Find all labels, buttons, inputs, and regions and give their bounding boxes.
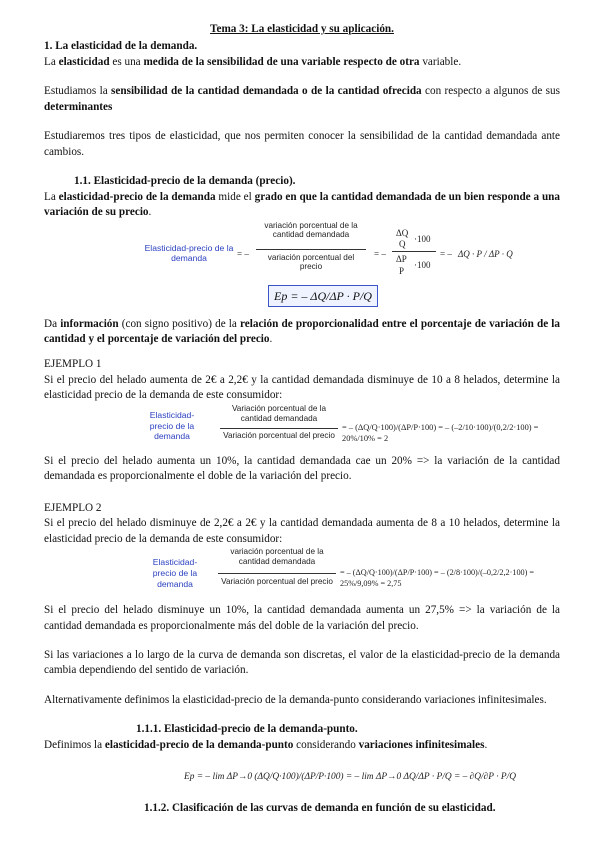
example-2-heading: EJEMPLO 2 [44, 501, 102, 514]
formula-boxed-ep: Ep = – ΔQ/ΔP · P/Q [268, 285, 378, 308]
formula-equals-neg: = – [237, 248, 249, 259]
formula-label: Elasticidad-precio de la demanda [144, 242, 234, 264]
example-2-label: Elasticidad-precio de la demanda [152, 557, 198, 589]
point-elasticity-definition: Definimos la elasticidad-precio de la demanda-punto considerando variaciones infinitesimales. [44, 738, 488, 751]
example-2-formula [44, 547, 560, 603]
formula-dp: ΔP [396, 253, 407, 264]
formula-p: P [399, 265, 405, 276]
section-heading-1: 1. La elasticidad de la demanda. [44, 40, 198, 53]
section-heading-1-1-1: 1.1.1. Elasticidad-precio de la demanda-punto. [136, 723, 358, 736]
formula-q: Q [399, 238, 406, 249]
example-2-numerator-text: variación porcentual de la cantidad demandada [230, 547, 324, 566]
discrete-variation-paragraph: Si las variaciones a lo largo de la curva de demanda son discretas, el valor de la elasticidad-precio de la demanda cambia dependiendo del sentido de variación. [44, 648, 560, 677]
info-paragraph: Da información (con signo positivo) de la relación de proporcionalidad entre el porcentaje de variación de la cantidad y el porcentaje de variación del precio. [44, 317, 561, 345]
example-1-label: Elasticidad-precio de la demanda [149, 409, 195, 442]
formula-x100-a: ·100 [414, 233, 431, 244]
formula-equals-2: = – [440, 248, 452, 259]
formula-rhs: ΔQ · P / ΔP · Q [458, 248, 513, 259]
formula-numerator-text: variación porcentual de la cantidad demandada [264, 220, 358, 240]
example-2-result: Si el precio del helado disminuye un 10%, la cantidad demandada aumenta un 27,5% => la variación de la cantidad demandada es proporcionalmente más del doble de la variación del precio. [44, 604, 560, 632]
intro-paragraph-2: Estudiamos la sensibilidad de la cantidad demandada o de la cantidad ofrecida con respecto a algunos de sus determinantes [44, 85, 560, 113]
example-1-calc: = – (ΔQ/Q·100)/(ΔP/P·100) = – (–2/10·100)/(0,2/2·100) = 20%/10% = 2 [342, 422, 539, 444]
document-page [44, 22, 560, 817]
example-1-numerator-text: Variación porcentual de la cantidad demandada [231, 403, 327, 423]
point-elasticity-expression: Ep = – lim ΔP→0 (ΔQ/Q·100)/(ΔP/P·100) = – lim ΔP→0 ΔQ/ΔP · P/Q = – ∂Q/∂P · P/Q [184, 772, 516, 783]
example-2-denominator-text: Variación porcentual del precio [221, 577, 333, 587]
formula-elasticity-definition [44, 221, 560, 317]
example-1-heading: EJEMPLO 1 [44, 358, 102, 371]
formula-denominator-text: variación porcentual del precio [267, 252, 355, 272]
example-1-result: Si el precio del helado aumenta un 10%, la cantidad demandada cae un 20% => la variación de la cantidad demandada es proporcionalmente el doble de la variación del precio. [44, 454, 560, 483]
definition-elasticity: La elasticidad-precio de la demanda mide el grado en que la cantidad demandada de un bien responde a una variación de su precio. [44, 190, 560, 219]
formula-dq: ΔQ [396, 227, 409, 238]
section-heading-1-1-2: 1.1.2. Clasificación de las curvas de demanda en función de su elasticidad. [144, 802, 496, 815]
example-2-calc: = – (ΔQ/Q·100)/(ΔP/P·100) = – (2/8·100)/(–0,2/2,2·100) = 25%/9,09% = 2,75 [340, 568, 535, 589]
section-heading-1-1: 1.1. Elasticidad-precio de la demanda (precio). [74, 175, 296, 188]
example-1-text: Si el precio del helado aumenta de 2€ a 2,2€ y la cantidad demandada disminuye de 10 a 8 helados, determine la elasticidad precio de la demanda de este consumidor: [44, 373, 560, 402]
intro-paragraph-3: Estudiaremos tres tipos de elasticidad, que nos permiten conocer la sensibilidad de la cantidad demandada ante cambios. [44, 130, 560, 158]
example-1-formula [44, 404, 560, 454]
example-2-text: Si el precio del helado disminuye de 2,2€ a 2€ y la cantidad demandada aumenta de 8 a 10 helados, determine la elasticidad precio de la demanda de este consumidor: [44, 517, 560, 545]
formula-mid-equals: = – [374, 248, 386, 259]
alternative-paragraph: Alternativamente definimos la elasticidad-precio de la demanda-punto considerando variaciones infinitesimales. [44, 693, 547, 706]
intro-paragraph-1: La elasticidad es una medida de la sensibilidad de una variable respecto de otra variable. [44, 55, 462, 68]
page-title: Tema 3: La elasticidad y su aplicación. [210, 23, 394, 35]
point-elasticity-formula [44, 753, 560, 801]
formula-x100-b: ·100 [414, 259, 431, 270]
example-1-denominator-text: Variación porcentual del precio [223, 430, 335, 440]
